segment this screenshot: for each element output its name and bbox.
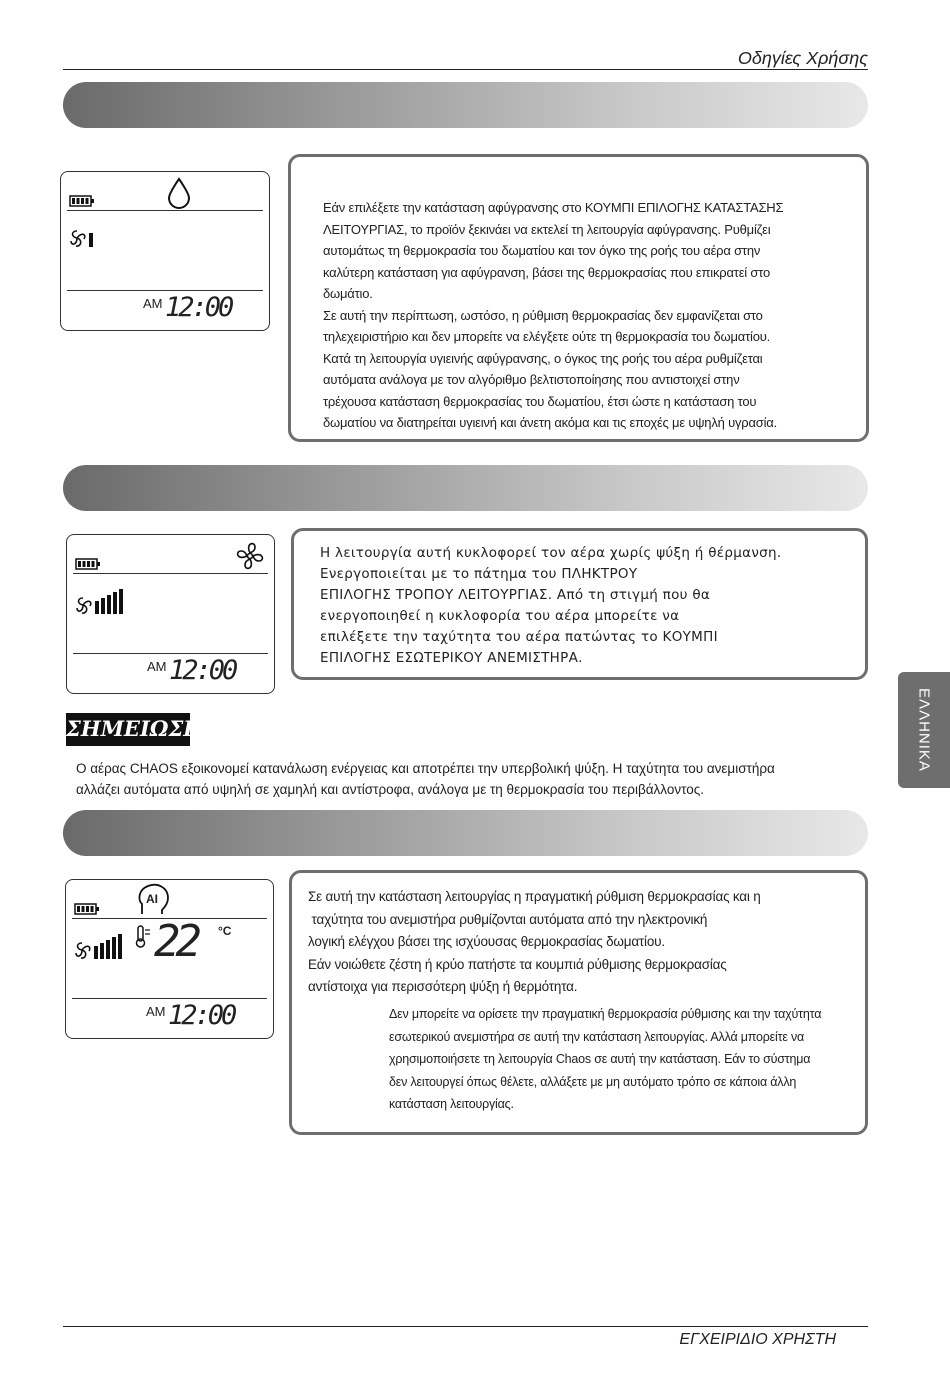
text-line: Δεν μπορείτε να ορίσετε την πραγματική θερμοκρασία ρύθμισης και την ταχύτητα <box>389 1007 822 1021</box>
temperature-unit: °C <box>218 924 232 938</box>
clock-display: 12:00 <box>169 655 236 686</box>
text-line: ταχύτητα του ανεμιστήρα ρυθμίζονται αυτόματα από την ηλεκτρονική <box>308 911 708 927</box>
thermometer-icon <box>134 924 154 950</box>
text-line: δωματίου να διατηρείται υγιεινή και άνετη ακόμα και τις εποχές με υψηλή υγρασία. <box>323 415 778 430</box>
am-indicator: AM <box>143 296 163 311</box>
clock-display: 12:00 <box>168 1000 235 1031</box>
language-side-tab-label: ΕΛΛΗΝΙΚΑ <box>915 688 933 772</box>
text-line: δωμάτιο. <box>323 286 373 301</box>
battery-icon <box>69 194 95 208</box>
fan-mode-icon <box>233 539 267 573</box>
lcd-divider <box>67 210 263 211</box>
text-line: Σε αυτή την κατάσταση λειτουργίας η πραγματική ρύθμιση θερμοκρασίας και η <box>308 889 761 904</box>
header-rule <box>63 69 868 70</box>
text-line: ΕΠΙΛΟΓΗΣ ΕΣΩΤΕΡΙΚΟΥ ΑΝΕΜΙΣΤΗΡΑ. <box>320 650 583 666</box>
am-indicator: AM <box>146 1004 166 1019</box>
note-badge-label: ΣΗΜΕΙΩΣΗ <box>66 716 204 741</box>
temperature-display: 22 <box>154 916 197 967</box>
info-box-auto <box>289 870 868 1135</box>
lcd-display-fan <box>66 534 275 694</box>
auto-description <box>308 886 858 999</box>
fan-speed-icon <box>72 932 128 964</box>
am-indicator: AM <box>147 659 167 674</box>
dehumidify-description <box>323 197 863 434</box>
info-box-dehumidify <box>288 154 869 442</box>
battery-icon <box>74 902 100 916</box>
text-line: τηλεχειριστήριο και δεν μπορείτε να ελέγξετε ούτε τη θερμοκρασία του δωματίου. <box>323 329 771 344</box>
text-line: αυτόματα ανάλογα με τον αλγόριθμο βελτιστοποίησης που αντιστοιχεί στην <box>323 372 740 387</box>
lcd-divider <box>72 998 267 999</box>
water-drop-icon <box>166 177 192 209</box>
fan-speed-icon <box>67 228 101 250</box>
lcd-divider <box>67 290 263 291</box>
text-line: καλύτερη κατάσταση για αφύγρανση, βάσει της θερμοκρασίας που επικρατεί στο <box>323 264 771 280</box>
text-line: ΛΕΙΤΟΥΡΓΙΑΣ, το προϊόν ξεκινάει να εκτελεί τη λειτουργία αφύγρανσης. Ρυθμίζει <box>323 221 771 237</box>
clock-display: 12:00 <box>165 292 232 323</box>
footer-rule <box>63 1326 868 1327</box>
page-header-title: Οδηγίες Χρήσης <box>737 48 868 68</box>
section-band-dehumidify <box>63 82 868 128</box>
text-line: Η λειτουργία αυτή κυκλοφορεί τον αέρα χωρίς ψύξη ή θέρμανση. <box>320 545 782 561</box>
text-line: τρέχουσα κατάσταση θερμοκρασίας του δωματίου, έτσι ώστε η κατάσταση του <box>323 393 757 409</box>
language-side-tab[interactable] <box>898 672 950 788</box>
text-line: δεν λειτουργεί όπως θέλετε, αλλάξετε με μη αυτόματο τρόπο σε κάποια άλλη <box>389 1074 797 1089</box>
text-line: κατάσταση λειτουργίας. <box>389 1097 514 1111</box>
text-line: εσωτερικού ανεμιστήρα σε αυτή την κατάσταση λειτουργίας. Αλλά μπορείτε να <box>389 1029 805 1044</box>
lcd-divider <box>73 573 268 574</box>
lcd-display-dehumidify <box>60 171 270 331</box>
text-line: αλλάζει αυτόματα από υψηλή σε χαμηλή και αντίστροφα, ανάλογα με τη θερμοκρασία του περιβάλλοντος. <box>76 782 704 797</box>
note-text <box>76 758 866 800</box>
info-box-fan <box>291 528 868 680</box>
text-line: ενεργοποιηθεί η κυκλοφορία του αέρα μπορείτε να <box>320 608 680 624</box>
lcd-divider <box>73 653 268 654</box>
lcd-display-auto <box>65 879 274 1039</box>
text-line: Εάν νοιώθετε ζέστη ή κρύο πατήστε τα κουμπιά ρύθμισης θερμοκρασίας <box>308 956 727 972</box>
text-line: Ο αέρας CHAOS εξοικονομεί κατανάλωση ενέργειας και αποτρέπει την υπερβολική ψύξη. Η ταχύτητα του ανεμιστήρα <box>76 761 775 776</box>
section-band-auto <box>63 810 868 856</box>
ai-label: AI <box>146 892 158 906</box>
page-footer-title: ΕΓΧΕΙΡΙΔΙΟ ΧΡΗΣΤΗ <box>679 1331 836 1348</box>
text-line: χρησιμοποιήσετε τη λειτουργία Chaos σε αυτή την κατάσταση. Εάν το σύστημα <box>389 1052 811 1066</box>
text-line: ΕΠΙΛΟΓΗΣ ΤΡΟΠΟΥ ΛΕΙΤΟΥΡΓΙΑΣ. Από τη στιγμή που θα <box>320 587 711 603</box>
text-line: επιλέξετε την ταχύτητα του αέρα πατώντας το ΚΟΥΜΠΙ <box>320 629 718 645</box>
note-badge <box>66 713 204 746</box>
fan-description <box>320 543 860 669</box>
battery-icon <box>75 557 101 571</box>
text-line: αυτομάτως τη θερμοκρασία του δωματίου και τον όγκο της ροής του αέρα στην <box>323 243 761 258</box>
text-line: Σε αυτή την περίπτωση, ωστόσο, η ρύθμιση θερμοκρασίας δεν εμφανίζεται στο <box>323 307 763 323</box>
fan-speed-icon <box>73 587 129 619</box>
text-line: Κατά τη λειτουργία υγιεινής αφύγρανσης, ο όγκος της ροής του αέρα ρυθμίζεται <box>323 350 763 366</box>
text-line: Ενεργοποιείται με το πάτημα του ΠΛΗΚΤΡΟΥ <box>320 566 638 582</box>
text-line: Εάν επιλέξετε την κατάσταση αφύγρανσης στο ΚΟΥΜΠΙ ΕΠΙΛΟΓΗΣ ΚΑΤΑΣΤΑΣΗΣ <box>323 200 784 215</box>
text-line: λογική ελέγχου βάσει της ισχύουσας θερμοκρασίας δωματίου. <box>308 934 665 949</box>
section-band-fan <box>63 465 868 511</box>
text-line: αντίστοιχα για περισσότερη ψύξη ή θερμότητα. <box>308 979 578 994</box>
auto-note <box>389 1003 859 1116</box>
